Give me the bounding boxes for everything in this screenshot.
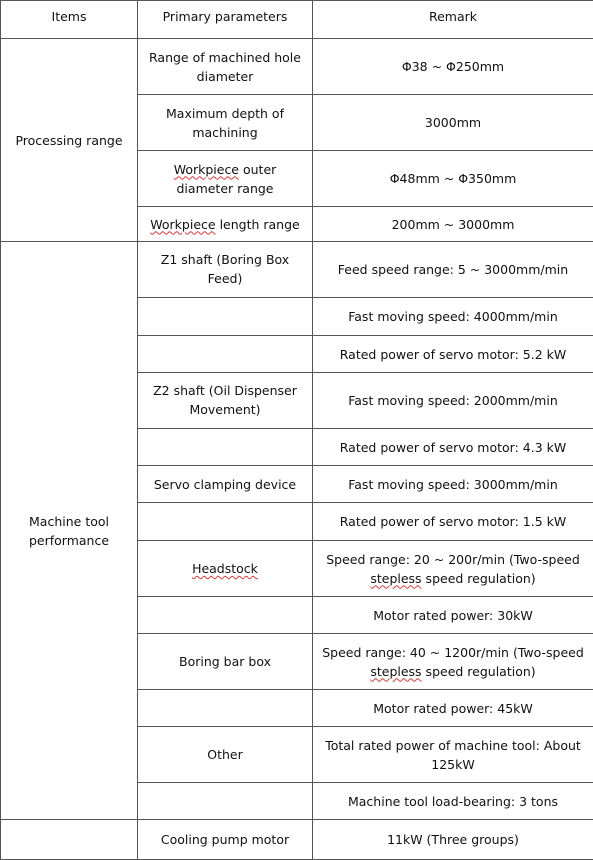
remark-cell: Rated power of servo motor: 4.3 kW [313, 429, 593, 466]
remark-cell: Feed speed range: 5 ~ 3000mm/min [313, 242, 593, 298]
param-cell [138, 151, 313, 207]
remark-cell: Φ48mm ~ Φ350mm [313, 151, 593, 207]
param-cell: Z2 shaft (Oil Dispenser Movement) [138, 373, 313, 429]
remark-cell: Machine tool load-bearing: 3 tons [313, 783, 593, 820]
table-row [1, 242, 593, 298]
remark-text-flagged: stepless [370, 664, 421, 679]
param-cell-empty [138, 690, 313, 727]
remark-text: speed regulation) [422, 664, 536, 679]
remark-text: Speed range: 40 ~ 1200r/min (Two-speed [322, 645, 584, 660]
group-label-machine-tool-performance: Machine tool performance [1, 242, 138, 820]
remark-cell: Total rated power of machine tool: About 125kW [313, 727, 593, 783]
remark-cell [313, 634, 593, 690]
remark-cell: Fast moving speed: 4000mm/min [313, 298, 593, 336]
remark-cell: Fast moving speed: 2000mm/min [313, 373, 593, 429]
param-cell: Other [138, 727, 313, 783]
param-text: outer diameter range [177, 162, 277, 196]
param-cell: Servo clamping device [138, 466, 313, 503]
remark-text: speed regulation) [422, 571, 536, 586]
table-row [1, 820, 593, 860]
param-cell: Boring bar box [138, 634, 313, 690]
param-text: length range [216, 217, 300, 232]
param-text-flagged: Workpiece [150, 217, 215, 232]
remark-cell: Rated power of servo motor: 5.2 kW [313, 336, 593, 373]
group-label-empty [1, 820, 138, 860]
param-cell-empty [138, 597, 313, 634]
param-cell-empty [138, 503, 313, 541]
remark-cell: 3000mm [313, 95, 593, 151]
param-cell-empty [138, 298, 313, 336]
remark-cell: Fast moving speed: 3000mm/min [313, 466, 593, 503]
remark-cell: Motor rated power: 45kW [313, 690, 593, 727]
remark-cell [313, 541, 593, 597]
param-text-flagged: Headstock [192, 561, 258, 576]
remark-cell: 200mm ~ 3000mm [313, 207, 593, 242]
param-cell: Maximum depth of machining [138, 95, 313, 151]
remark-text: Speed range: 20 ~ 200r/min (Two-speed [326, 552, 580, 567]
param-cell: Z1 shaft (Boring Box Feed) [138, 242, 313, 298]
header-params: Primary parameters [138, 1, 313, 39]
header-remark: Remark [313, 1, 593, 39]
param-cell [138, 207, 313, 242]
header-items: Items [1, 1, 138, 39]
param-text-flagged: Workpiece [174, 162, 239, 177]
param-cell-empty [138, 336, 313, 373]
remark-cell: Rated power of servo motor: 1.5 kW [313, 503, 593, 541]
param-cell: Cooling pump motor [138, 820, 313, 860]
remark-cell: Φ38 ~ Φ250mm [313, 39, 593, 95]
param-cell [138, 541, 313, 597]
param-cell: Range of machined hole diameter [138, 39, 313, 95]
header-row [1, 1, 593, 39]
remark-text-flagged: stepless [370, 571, 421, 586]
param-cell-empty [138, 783, 313, 820]
remark-cell: 11kW (Three groups) [313, 820, 593, 860]
group-label-processing-range: Processing range [1, 39, 138, 242]
remark-cell: Motor rated power: 30kW [313, 597, 593, 634]
param-cell-empty [138, 429, 313, 466]
table-row [1, 39, 593, 95]
